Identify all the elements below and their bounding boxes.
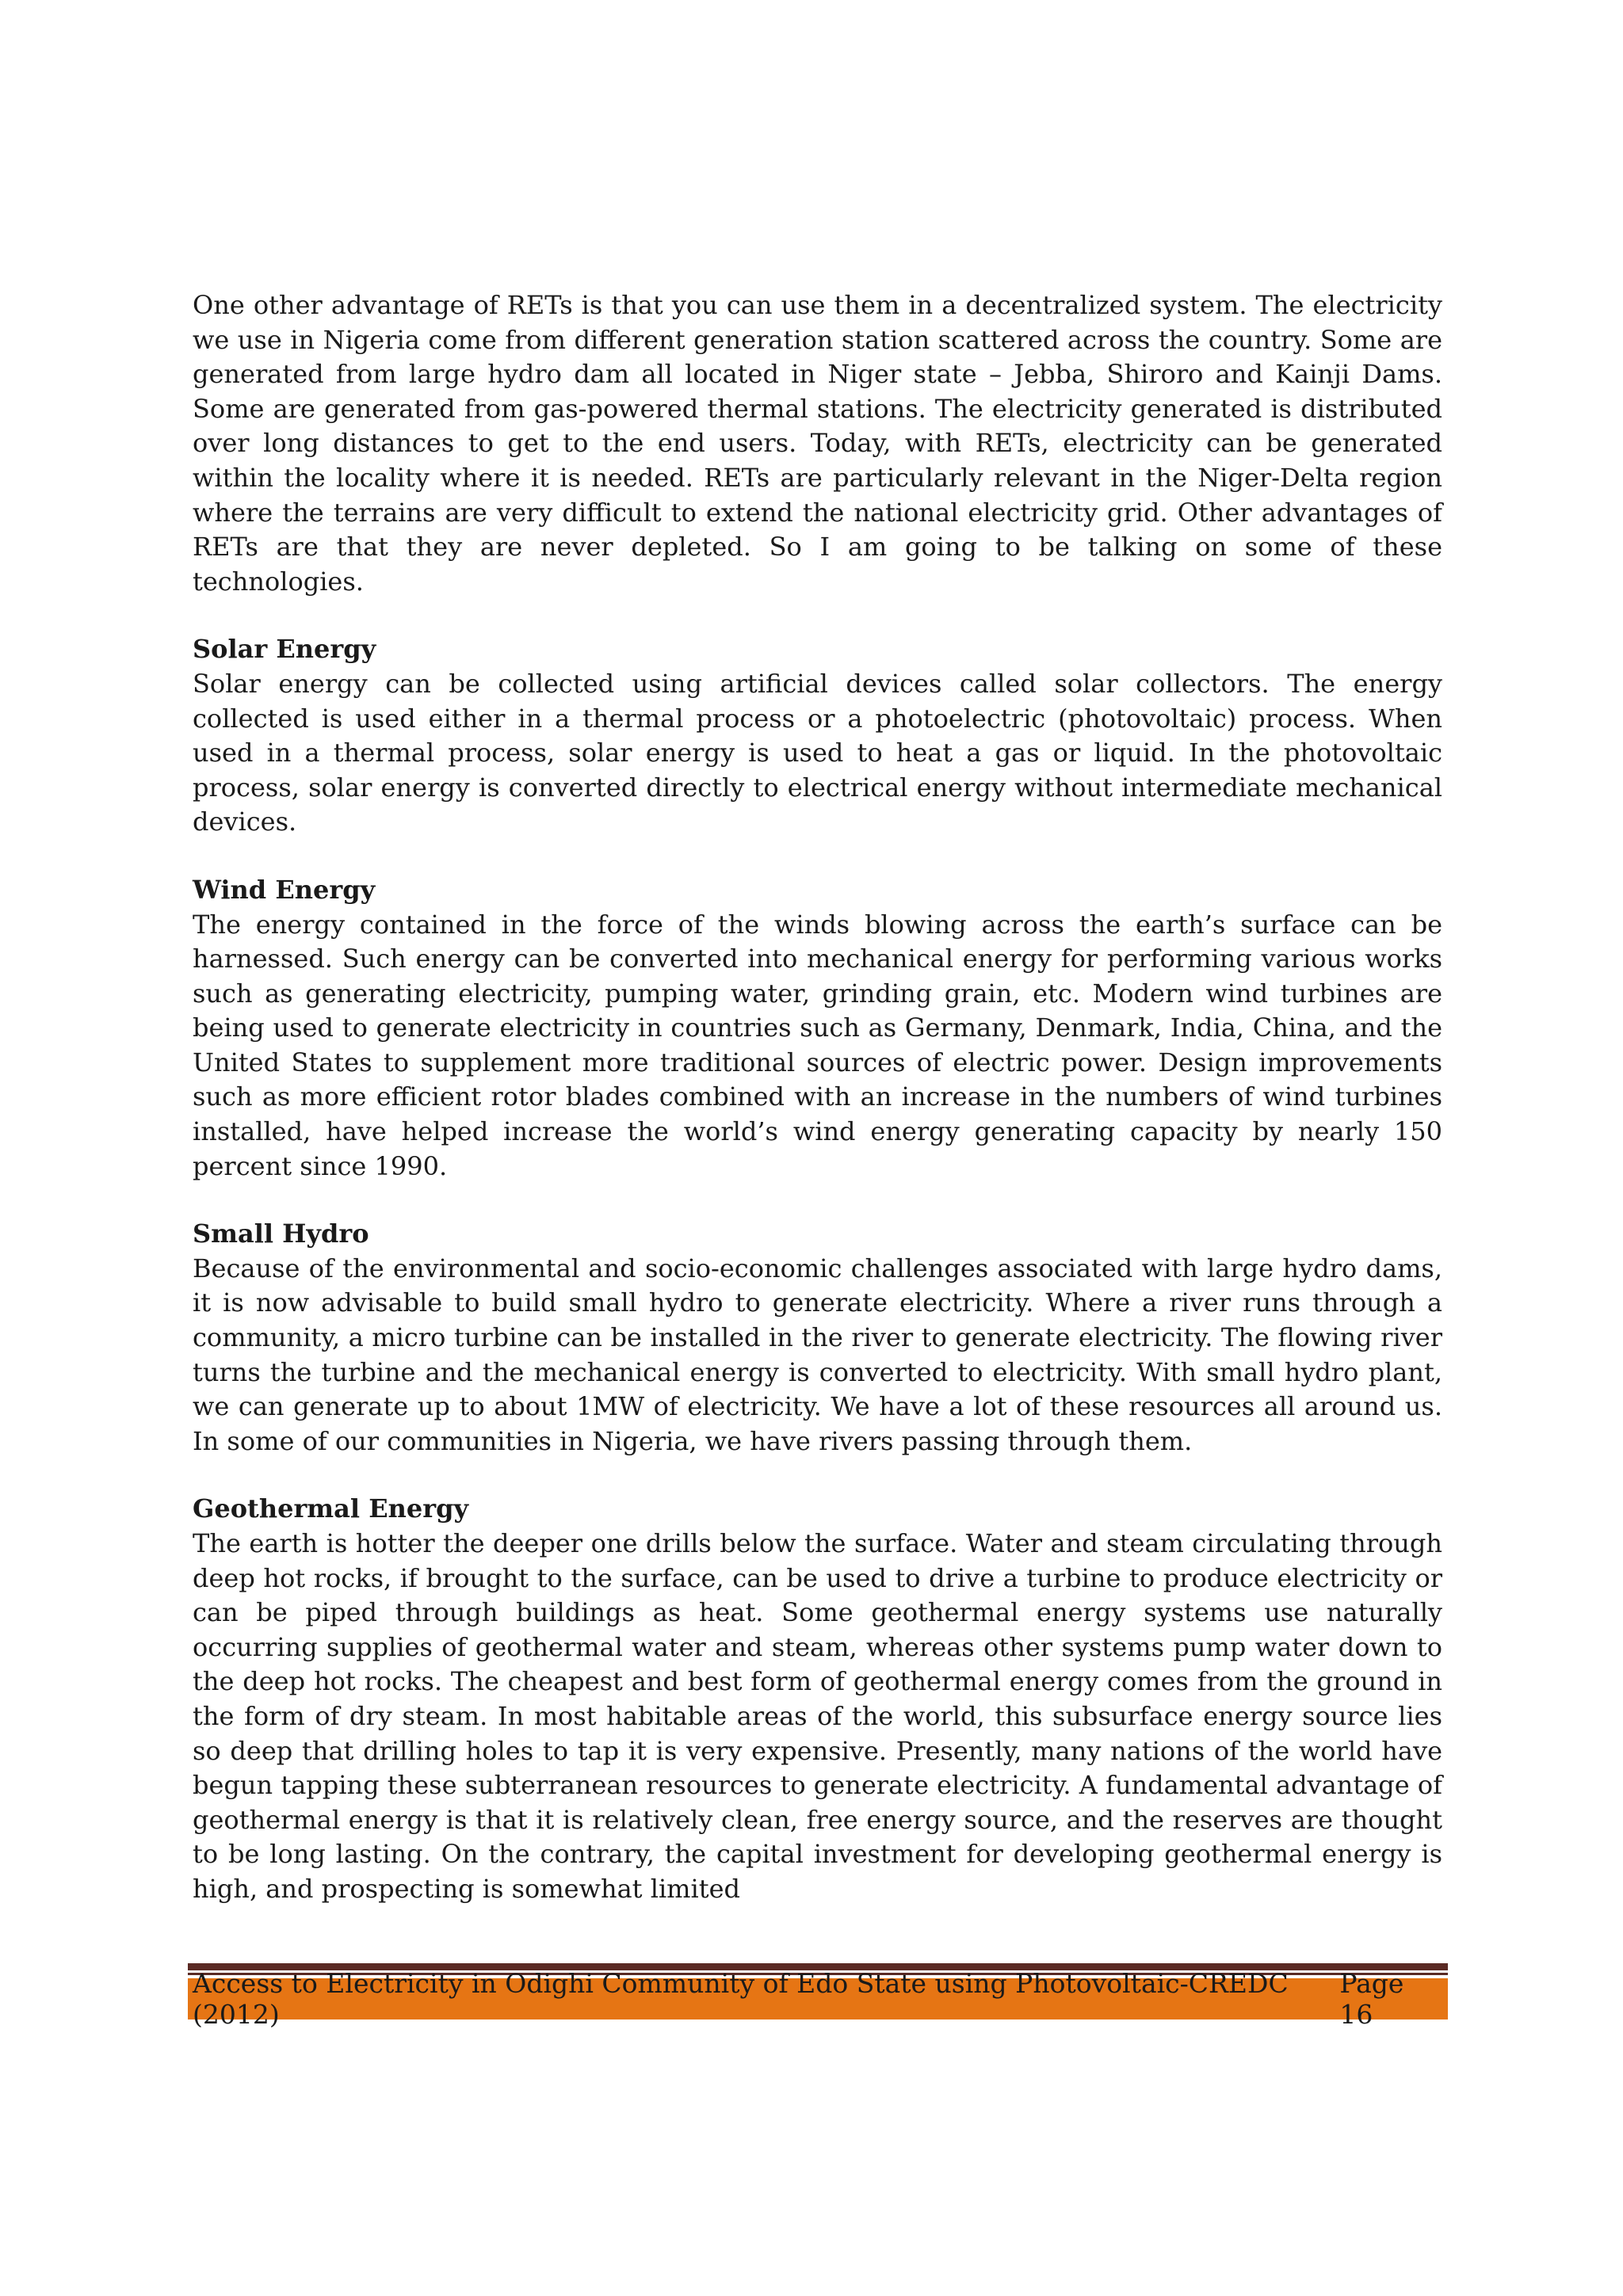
footer-band bbox=[188, 1968, 1448, 2030]
section-heading: Wind Energy bbox=[193, 874, 376, 905]
document-body bbox=[193, 288, 1442, 1907]
section-paragraph: Solar energy can be collected using artificial devices called solar collectors. The energy collected is used either in a thermal process or a photoelectric (photovoltaic) process. When used in a thermal process, solar energy is used to heat a gas or liquid. In the photovoltaic process, solar energy is converted directly to electrical energy without intermediate mechanical devices. bbox=[193, 668, 1442, 837]
section-paragraph: Because of the environmental and socio-economic challenges associated with large hydro dams, it is now advisable to build small hydro to generate electricity. Where a river runs through a community, a micro turbine can be installed in the river to generate electricity. The flowing river turns the turbine and the mechanical energy is converted to electricity. With small hydro plant, we can generate up to about 1MW of electricity. We have a lot of these resources all around us. In some of our communities in Nigeria, we have rivers passing through them. bbox=[193, 1253, 1442, 1456]
footer-title: Access to Electricity in Odighi Community of Edo State using Photovoltaic-CREDC (2012) bbox=[193, 1968, 1289, 2030]
section-small-hydro bbox=[193, 1217, 1442, 1459]
section-paragraph: The earth is hotter the deeper one drills below the surface. Water and steam circulating through deep hot rocks, if brought to the surface, can be used to drive a turbine to produce electricity or can be piped through buildings as heat. Some geothermal energy systems use naturally occurring supplies of geothermal water and steam, whereas other systems pump water down to the deep hot rocks. The cheapest and best form of geothermal energy comes from the ground in the form of dry steam. In most habitable areas of the world, this subsurface energy source lies so deep that drilling holes to tap it is very expensive. Presently, many nations of the world have begun tapping these subterranean resources to generate electricity. A fundamental advantage of geothermal energy is that it is relatively clean, free energy source, and the reserves are thought to be long lasting. On the contrary, the capital investment for developing geothermal energy is high, and prospecting is somewhat limited bbox=[193, 1528, 1442, 1904]
section-heading: Geothermal Energy bbox=[193, 1493, 469, 1524]
section-geothermal-energy bbox=[193, 1492, 1442, 1906]
section-heading: Small Hydro bbox=[193, 1219, 369, 1249]
section-paragraph: The energy contained in the force of the winds blowing across the earth’s surface can be harnessed. Such energy can be converted into mechanical energy for performing various works such as generating electricity, pumping water, grinding grain, etc. Modern wind turbines are being used to generate electricity in countries such as Germany, Denmark, India, China, and the United States to supplement more traditional sources of electric power. Design improvements such as more efficient rotor blades combined with an increase in the numbers of wind turbines installed, have helped increase the world’s wind energy generating capacity by nearly 150 percent since 1990. bbox=[193, 909, 1442, 1181]
page-number: Page 16 bbox=[1339, 1968, 1404, 2030]
section-wind-energy bbox=[193, 873, 1442, 1184]
section-solar-energy bbox=[193, 632, 1442, 840]
section-heading: Solar Energy bbox=[193, 634, 376, 665]
page-footer bbox=[188, 1963, 1448, 2030]
intro-paragraph: One other advantage of RETs is that you can use them in a decentralized system. The electricity we use in Nigeria come from different generation station scattered across the country. Some are generated from large hydro dam all located in Niger state – Jebba, Shiroro and Kainji Dams. Some are generated from gas-powered thermal stations. The electricity generated is distributed over long distances to get to the end users. Today, with RETs, electricity can be generated within the locality where it is needed. RETs are particularly relevant in the Niger-Delta region where the terrains are very difficult to extend the national electricity grid. Other advantages of RETs are that they are never depleted. So I am going to be talking on some of these technologies. bbox=[193, 290, 1442, 597]
